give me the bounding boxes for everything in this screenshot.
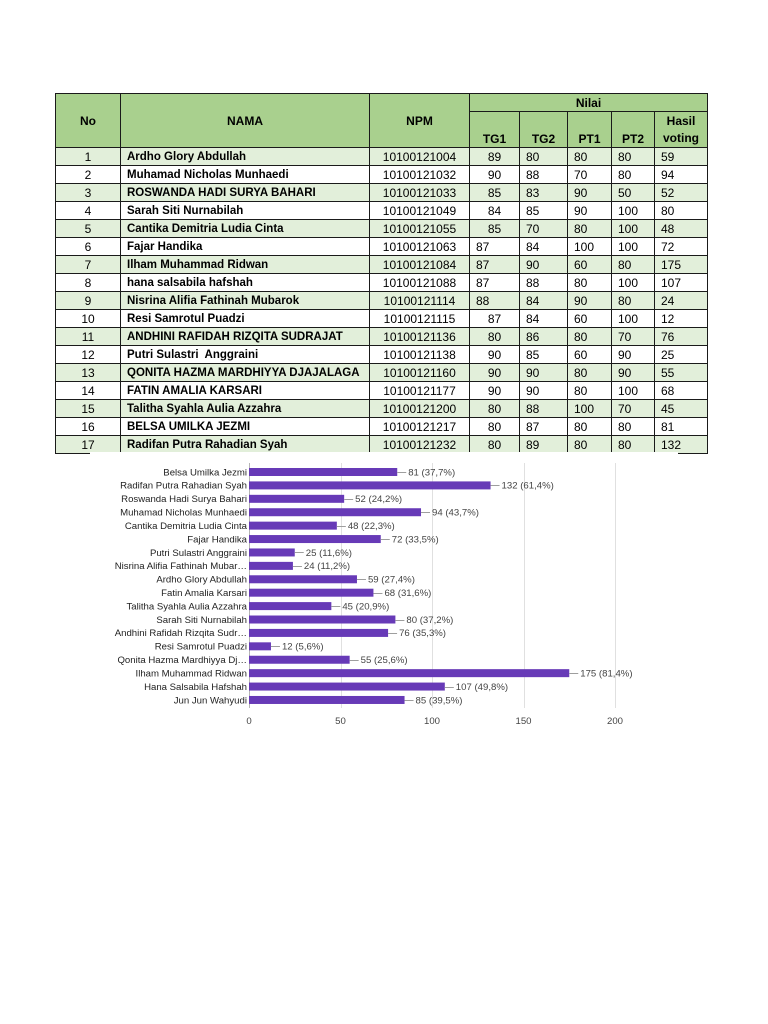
data-label: 68 (31,6%) (384, 587, 432, 599)
table-row (56, 256, 708, 274)
cell-tg2: 87 (520, 418, 568, 436)
cell-pt1: 90 (568, 292, 612, 310)
cell-pt2: 80 (612, 166, 655, 184)
cell-nama: Ardho Glory Abdullah (121, 148, 370, 166)
table-row (56, 346, 708, 364)
cell-pt2: 90 (612, 364, 655, 382)
cell-npm: 10100121177 (370, 382, 470, 400)
bar (249, 683, 445, 691)
cell-tg1: 84 (470, 202, 520, 220)
bar (249, 602, 331, 610)
table-row (56, 400, 708, 418)
x-tick-label: 150 (515, 716, 532, 727)
table-row (56, 148, 708, 166)
data-label: 80 (37,2%) (406, 614, 454, 626)
header-nama: NAMA (121, 94, 370, 148)
cell-npm: 10100121138 (370, 346, 470, 364)
header-tg2: TG2 (520, 112, 568, 148)
cell-pt1: 80 (568, 220, 612, 238)
cell-tg1: 80 (470, 400, 520, 418)
bar (249, 616, 395, 624)
data-label: 12 (5,6%) (281, 641, 324, 653)
cell-tg1: 88 (470, 292, 520, 310)
cell-pt1: 60 (568, 310, 612, 328)
cell-pt1: 80 (568, 382, 612, 400)
bar (249, 548, 295, 556)
bar (249, 468, 397, 476)
cell-pt2: 90 (612, 346, 655, 364)
table-row (56, 328, 708, 346)
cell-pt2: 100 (612, 274, 655, 292)
cell-hasil-voting: 48 (655, 220, 708, 238)
category-label: Putri Sulastri Anggraini (149, 547, 247, 559)
cell-hasil-voting: 107 (655, 274, 708, 292)
data-label: 45 (20,9%) (342, 601, 390, 613)
cell-hasil-voting: 68 (655, 382, 708, 400)
cell-pt1: 60 (568, 346, 612, 364)
category-label: Talitha Syahla Aulia Azzahra (126, 601, 247, 613)
cell-no: 13 (56, 364, 121, 382)
cell-hasil-voting: 24 (655, 292, 708, 310)
bar (249, 642, 271, 650)
cell-tg2: 70 (520, 220, 568, 238)
table-row (56, 202, 708, 220)
x-tick-label: 100 (423, 716, 441, 727)
cell-pt2: 80 (612, 256, 655, 274)
cell-pt1: 100 (568, 238, 612, 256)
cell-pt2: 80 (612, 436, 655, 454)
header-pt2: PT2 (612, 112, 655, 148)
cell-tg1: 87 (470, 274, 520, 292)
cell-nama: FATIN AMALIA KARSARI (121, 382, 370, 400)
cell-tg1: 85 (470, 220, 520, 238)
cell-pt1: 80 (568, 418, 612, 436)
bar (249, 535, 381, 543)
cell-tg1: 80 (470, 328, 520, 346)
category-label: Jun Jun Wahyudi (173, 695, 247, 707)
cell-nama: Muhamad Nicholas Munhaedi (121, 166, 370, 184)
cell-npm: 10100121232 (370, 436, 470, 454)
cell-no: 17 (56, 436, 121, 454)
bar (249, 589, 373, 597)
cell-pt1: 60 (568, 256, 612, 274)
cell-npm: 10100121063 (370, 238, 470, 256)
header-tg1: TG1 (470, 112, 520, 148)
cell-no: 10 (56, 310, 121, 328)
data-label: 59 (27,4%) (367, 574, 415, 586)
data-label: 94 (43,7%) (432, 507, 479, 519)
cell-npm: 10100121200 (370, 400, 470, 418)
bar-chart (90, 452, 678, 728)
cell-hasil-voting: 94 (655, 166, 708, 184)
cell-pt1: 100 (568, 400, 612, 418)
cell-pt1: 70 (568, 166, 612, 184)
cell-pt1: 80 (568, 148, 612, 166)
cell-pt2: 100 (612, 382, 655, 400)
cell-tg1: 87 (470, 256, 520, 274)
category-label: Cantika Demitria Ludia Cinta (124, 520, 247, 532)
table-header (56, 94, 708, 148)
bar (249, 562, 293, 570)
cell-nama: Talitha Syahla Aulia Azzahra (121, 400, 370, 418)
category-label: Ilham Muhammad Ridwan (135, 668, 247, 680)
data-label: 76 (35,3%) (399, 628, 447, 640)
cell-npm: 10100121114 (370, 292, 470, 310)
cell-npm: 10100121049 (370, 202, 470, 220)
cell-hasil-voting: 52 (655, 184, 708, 202)
table-row (56, 382, 708, 400)
cell-pt1: 90 (568, 184, 612, 202)
cell-tg1: 90 (470, 166, 520, 184)
cell-hasil-voting: 25 (655, 346, 708, 364)
bar (249, 522, 337, 530)
cell-npm: 10100121160 (370, 364, 470, 382)
data-label: 72 (33,5%) (391, 534, 439, 546)
category-label: Resi Samrotul Puadzi (154, 641, 247, 653)
category-label: Andhini Rafidah Rizqita Sudr… (114, 628, 247, 640)
bar (249, 656, 350, 664)
category-label: Radifan Putra Rahadian Syah (120, 480, 247, 492)
bar (249, 508, 421, 516)
cell-tg2: 90 (520, 256, 568, 274)
cell-hasil-voting: 45 (655, 400, 708, 418)
cell-hasil-voting: 12 (655, 310, 708, 328)
cell-hasil-voting: 132 (655, 436, 708, 454)
cell-pt2: 100 (612, 220, 655, 238)
cell-hasil-voting: 76 (655, 328, 708, 346)
cell-pt2: 70 (612, 328, 655, 346)
cell-npm: 10100121055 (370, 220, 470, 238)
category-label: Hana Salsabila Hafshah (144, 681, 247, 693)
cell-no: 4 (56, 202, 121, 220)
cell-no: 2 (56, 166, 121, 184)
bar (249, 669, 569, 677)
cell-tg2: 90 (520, 364, 568, 382)
header-nilai: Nilai (470, 94, 708, 112)
cell-no: 5 (56, 220, 121, 238)
cell-pt1: 80 (568, 274, 612, 292)
cell-pt2: 100 (612, 202, 655, 220)
table-row (56, 418, 708, 436)
cell-tg2: 84 (520, 238, 568, 256)
cell-nama: ROSWANDA HADI SURYA BAHARI (121, 184, 370, 202)
cell-nama: Fajar Handika (121, 238, 370, 256)
cell-tg2: 84 (520, 292, 568, 310)
cell-nama: Sarah Siti Nurnabilah (121, 202, 370, 220)
cell-tg2: 85 (520, 346, 568, 364)
cell-pt2: 70 (612, 400, 655, 418)
cell-hasil-voting: 59 (655, 148, 708, 166)
cell-tg1: 90 (470, 364, 520, 382)
cell-pt2: 80 (612, 418, 655, 436)
category-label: Muhamad Nicholas Munhaedi (120, 507, 247, 519)
bar (249, 495, 344, 503)
score-table-body (56, 148, 708, 454)
header-no: No (56, 94, 121, 148)
score-table (55, 93, 708, 454)
header-hasil-voting: Hasil voting (655, 112, 708, 148)
cell-hasil-voting: 55 (655, 364, 708, 382)
category-label: Sarah Siti Nurnabilah (156, 614, 247, 626)
cell-npm: 10100121032 (370, 166, 470, 184)
cell-no: 15 (56, 400, 121, 418)
cell-no: 1 (56, 148, 121, 166)
cell-nama: Radifan Putra Rahadian Syah (121, 436, 370, 454)
bar (249, 575, 357, 583)
data-label: 132 (61,4%) (501, 480, 554, 492)
cell-tg2: 83 (520, 184, 568, 202)
cell-tg1: 80 (470, 436, 520, 454)
cell-pt2: 80 (612, 148, 655, 166)
cell-hasil-voting: 175 (655, 256, 708, 274)
cell-nama: Nisrina Alifia Fathinah Mubarok (121, 292, 370, 310)
cell-no: 7 (56, 256, 121, 274)
cell-tg2: 88 (520, 166, 568, 184)
cell-tg2: 89 (520, 436, 568, 454)
cell-no: 12 (56, 346, 121, 364)
cell-tg2: 84 (520, 310, 568, 328)
cell-nama: Putri Sulastri Anggraini (121, 346, 370, 364)
table-row (56, 436, 708, 454)
cell-nama: BELSA UMILKA JEZMI (121, 418, 370, 436)
table-row (56, 274, 708, 292)
bar (249, 696, 405, 704)
table-row (56, 238, 708, 256)
data-label: 52 (24,2%) (355, 494, 403, 506)
table-row (56, 364, 708, 382)
cell-tg1: 90 (470, 382, 520, 400)
table-row (56, 184, 708, 202)
cell-nama: QONITA HAZMA MARDHIYYA DJAJALAGA (121, 364, 370, 382)
cell-hasil-voting: 80 (655, 202, 708, 220)
header-npm: NPM (370, 94, 470, 148)
category-label: Ardho Glory Abdullah (156, 574, 247, 586)
table-row (56, 292, 708, 310)
cell-no: 3 (56, 184, 121, 202)
cell-tg1: 87 (470, 310, 520, 328)
bar (249, 629, 388, 637)
cell-no: 9 (56, 292, 121, 310)
cell-npm: 10100121217 (370, 418, 470, 436)
header-row (56, 94, 708, 112)
data-label: 24 (11,2%) (303, 561, 351, 573)
cell-no: 6 (56, 238, 121, 256)
data-label: 85 (39,5%) (415, 695, 463, 707)
voting-chart (90, 452, 678, 728)
cell-tg2: 88 (520, 400, 568, 418)
category-label: Qonita Hazma Mardhiyya Dj… (117, 655, 247, 667)
cell-npm: 10100121004 (370, 148, 470, 166)
x-tick-label: 200 (606, 716, 624, 727)
cell-npm: 10100121088 (370, 274, 470, 292)
cell-tg2: 90 (520, 382, 568, 400)
bar (249, 481, 491, 489)
cell-tg2: 88 (520, 274, 568, 292)
table-row (56, 166, 708, 184)
cell-hasil-voting: 72 (655, 238, 708, 256)
table-row (56, 220, 708, 238)
cell-tg1: 90 (470, 346, 520, 364)
cell-pt1: 80 (568, 436, 612, 454)
table-row (56, 310, 708, 328)
cell-no: 8 (56, 274, 121, 292)
cell-hasil-voting: 81 (655, 418, 708, 436)
cell-nama: hana salsabila hafshah (121, 274, 370, 292)
cell-npm: 10100121115 (370, 310, 470, 328)
cell-pt2: 100 (612, 310, 655, 328)
data-label: 25 (11,6%) (305, 547, 352, 559)
data-label: 175 (81,4%) (580, 668, 633, 680)
data-label: 48 (22,3%) (347, 520, 395, 532)
cell-pt2: 100 (612, 238, 655, 256)
category-label: Nisrina Alifia Fathinah Mubar… (114, 561, 247, 573)
cell-pt2: 50 (612, 184, 655, 202)
category-label: Fajar Handika (187, 534, 247, 546)
data-label: 55 (25,6%) (360, 655, 408, 667)
category-label: Belsa Umilka Jezmi (163, 467, 247, 479)
cell-tg2: 86 (520, 328, 568, 346)
cell-pt1: 90 (568, 202, 612, 220)
cell-npm: 10100121033 (370, 184, 470, 202)
cell-nama: Resi Samrotul Puadzi (121, 310, 370, 328)
x-tick-label: 50 (335, 716, 346, 727)
cell-tg2: 80 (520, 148, 568, 166)
data-label: 81 (37,7%) (408, 467, 456, 479)
cell-nama: ANDHINI RAFIDAH RIZQITA SUDRAJAT (121, 328, 370, 346)
cell-no: 14 (56, 382, 121, 400)
cell-npm: 10100121084 (370, 256, 470, 274)
cell-tg1: 85 (470, 184, 520, 202)
cell-tg1: 87 (470, 238, 520, 256)
cell-tg2: 85 (520, 202, 568, 220)
cell-nama: Ilham Muhammad Ridwan (121, 256, 370, 274)
cell-pt2: 80 (612, 292, 655, 310)
cell-nama: Cantika Demitria Ludia Cinta (121, 220, 370, 238)
cell-pt1: 80 (568, 328, 612, 346)
header-pt1: PT1 (568, 112, 612, 148)
cell-pt1: 80 (568, 364, 612, 382)
category-label: Roswanda Hadi Surya Bahari (121, 494, 247, 506)
cell-no: 11 (56, 328, 121, 346)
category-label: Fatin Amalia Karsari (161, 587, 247, 599)
data-label: 107 (49,8%) (455, 681, 509, 693)
x-tick-label: 0 (246, 716, 252, 727)
cell-no: 16 (56, 418, 121, 436)
cell-tg1: 80 (470, 418, 520, 436)
cell-tg1: 89 (470, 148, 520, 166)
cell-npm: 10100121136 (370, 328, 470, 346)
